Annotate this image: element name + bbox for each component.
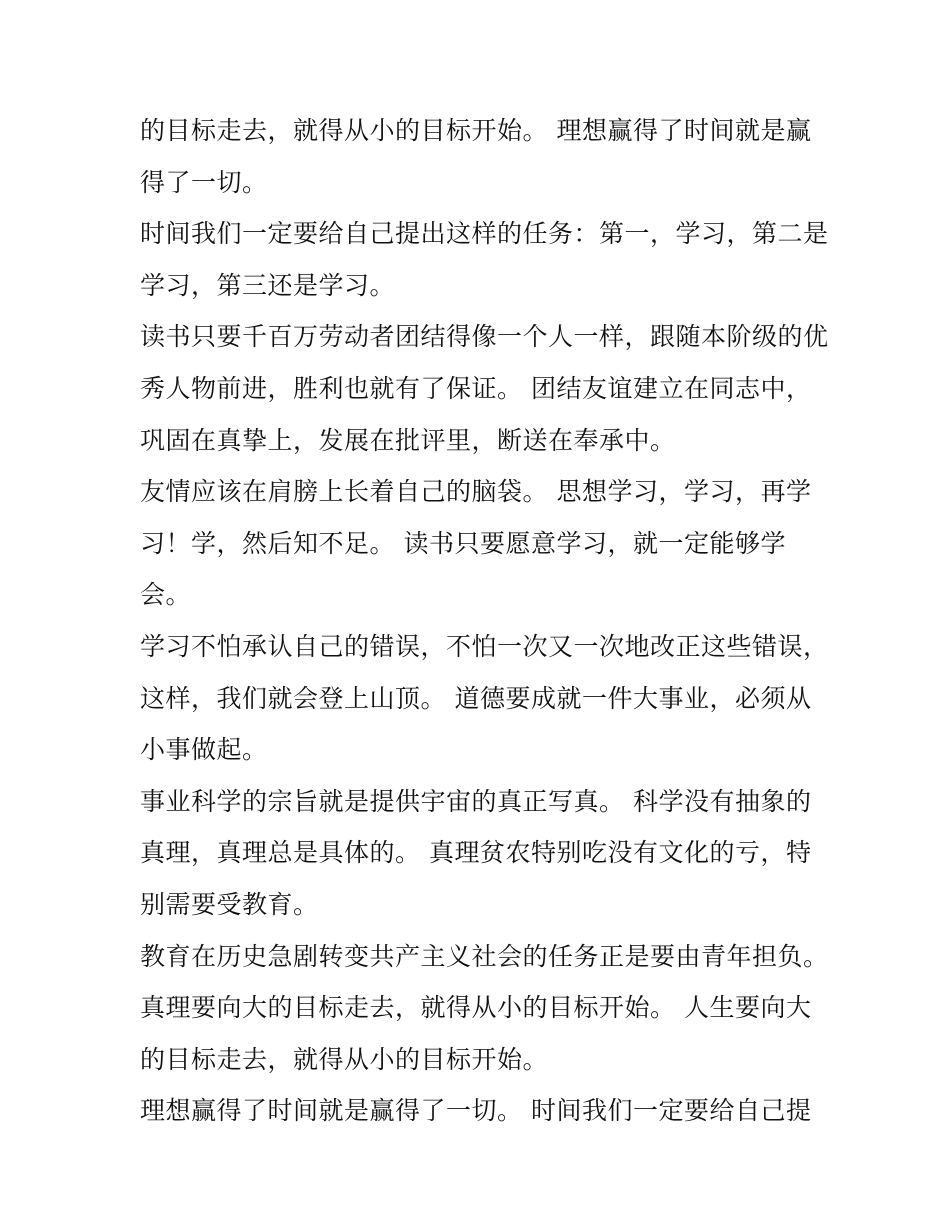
text-line: 别需要受教育。 (140, 889, 319, 919)
text-line: 读书只要千百万劳动者团结得像一个人一样，跟随本阶级的优 (140, 322, 829, 352)
text-line: 习！学，然后知不足。 读书只要愿意学习，就一定能够学 (140, 528, 786, 558)
text-line: 理想赢得了时间就是赢得了一切。 时间我们一定要给自己提 (140, 1096, 812, 1126)
text-line: 真理，真理总是具体的。 真理贫农特别吃没有文化的亏，特 (140, 838, 812, 868)
text-line: 得了一切。 (140, 167, 268, 197)
text-line: 秀人物前进，胜利也就有了保证。 团结友谊建立在同志中， (140, 373, 812, 403)
text-line: 学习不怕承认自己的错误，不怕一次又一次地改正这些错误， (140, 631, 829, 661)
text-line: 友情应该在肩膀上长着自己的脑袋。 思想学习，学习，再学 (140, 477, 812, 507)
text-line: 巩固在真挚上，发展在批评里，断送在奉承中。 (140, 425, 676, 455)
text-line: 学习，第三还是学习。 (140, 270, 396, 300)
text-line: 的目标走去，就得从小的目标开始。 (140, 1044, 549, 1074)
text-line: 小事做起。 (140, 735, 268, 765)
text-line: 事业科学的宗旨就是提供宇宙的真正写真。 科学没有抽象的 (140, 786, 812, 816)
text-line: 的目标走去，就得从小的目标开始。 理想赢得了时间就是赢 (140, 116, 812, 145)
text-line: 会。 (140, 580, 192, 610)
text-line: 时间我们一定要给自己提出这样的任务：第一，学习，第二是 (140, 219, 829, 249)
text-line: 这样，我们就会登上山顶。 道德要成就一件大事业，必须从 (140, 683, 812, 713)
body-text (140, 105, 830, 1137)
text-line: 教育在历史急剧转变共产主义社会的任务正是要由青年担负。 (140, 941, 829, 971)
text-line: 真理要向大的目标走去，就得从小的目标开始。 人生要向大 (140, 993, 812, 1023)
